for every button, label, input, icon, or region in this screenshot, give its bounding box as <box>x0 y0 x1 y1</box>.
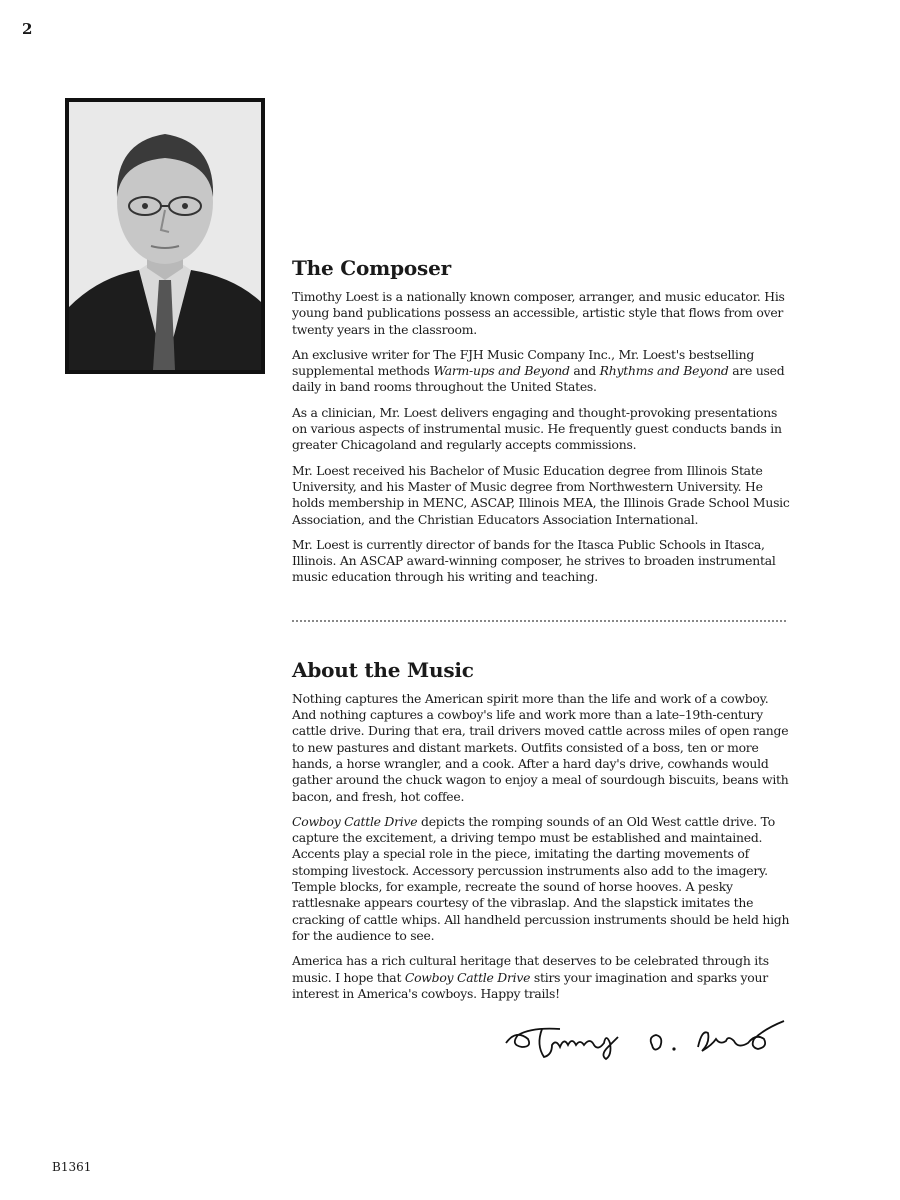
piece-title: Cowboy Cattle Drive <box>404 969 531 985</box>
music-section <box>292 658 792 1065</box>
composer-paragraph: Mr. Loest received his Bachelor of Music Education degree from Illinois State University, and his Master of Music degree from Northwestern University. He holds membership in MENC, ASCAP, Illinois MEA, the Illinois Grade School Music Association, and the Christian Educators Association International. <box>292 462 790 527</box>
composer-paragraph: As a clinician, Mr. Loest delivers engaging and thought-provoking presentations on various aspects of instrumental music. He frequently guest conducts bands in greater Chicagoland and regularly accepts commissions. <box>292 404 782 453</box>
catalog-number: B1361 <box>52 1160 92 1174</box>
composer-portrait <box>65 98 265 374</box>
portrait-image <box>69 102 261 370</box>
composer-paragraph: Timothy Loest is a nationally known composer, arranger, and music educator. His young band publications possess an accessible, artistic style that flows from over twenty years in the classroom. <box>292 289 785 337</box>
composer-section <box>292 256 792 586</box>
composer-paragraph: An exclusive writer for The FJH Music Company Inc., Mr. Loest's bestselling supplemental methods Warm-ups and Beyond and Rhythms and Beyond are used daily in band rooms throughout the United States. <box>292 346 785 395</box>
book-title: Rhythms and Beyond <box>599 363 729 379</box>
music-heading: About the Music <box>292 657 474 682</box>
composer-signature <box>502 1015 787 1061</box>
main-content <box>292 256 792 1065</box>
music-paragraph: Cowboy Cattle Drive depicts the romping sounds of an Old West cattle drive. To capture the excitement, a driving tempo must be established and maintained. Accents play a special role in the piece, imitating the darting movements of stomping livestock. Accessory percussion instruments also add to the imagery. Temple blocks, for example, recreate the sound of horse hooves. A pesky rattlesnake appears courtesy of the vibraslap. And the slapstick imitates the cracking of cattle whips. All handheld percussion instruments should be held high for the audience to see. <box>292 813 790 943</box>
music-paragraph: Nothing captures the American spirit more than the life and work of a cowboy. And nothing captures a cowboy's life and work more than a late–19th-century cattle drive. During that era, trail drivers moved cattle across miles of open range to new pastures and distant markets. Outfits consisted of a boss, ten or more hands, a horse wrangler, and a cook. After a hard day's drive, cowhands would gather around the chuck wagon to enjoy a meal of sourdough biscuits, beans with bacon, and fresh, hot coffee. <box>292 690 789 804</box>
book-title: Warm-ups and Beyond <box>433 363 570 379</box>
page-number: 2 <box>22 20 33 38</box>
music-paragraph: America has a rich cultural heritage that deserves to be celebrated through its music. I hope that Cowboy Cattle Drive stirs your imagination and sparks your interest in America's cowboys. Happy trails! <box>292 953 769 1001</box>
composer-heading: The Composer <box>292 256 451 280</box>
composer-paragraph: Mr. Loest is currently director of bands for the Itasca Public Schools in Itasca, Illinois. An ASCAP award-winning composer, he strives to broaden instrumental music education through his writing and teaching. <box>292 536 776 585</box>
piece-title: Cowboy Cattle Drive <box>292 813 418 829</box>
dotted-divider <box>292 620 786 622</box>
